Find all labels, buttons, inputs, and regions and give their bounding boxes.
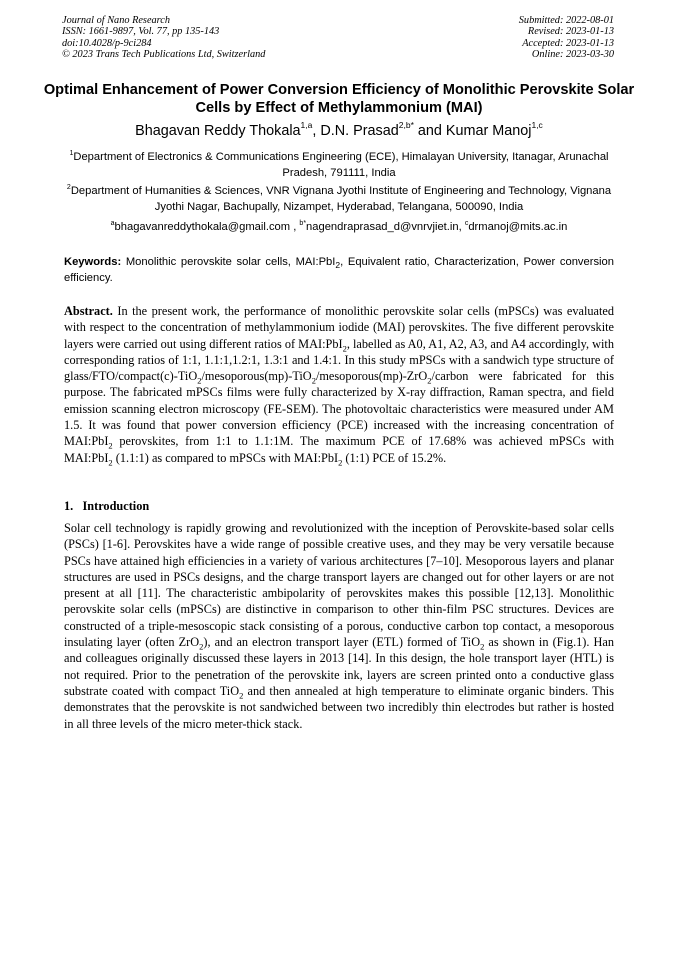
body-text: and then annealed at high temperature to eliminate organic binders. This demonstrates that the perovskite is not sandwiched between two incredibly thin electrodes but rather is hosted in all three levels of the micro meter-thick stack. (64, 683, 614, 731)
section-title: Introduction (82, 499, 150, 513)
subscript: 2 (338, 457, 343, 468)
email-mark: b* (299, 220, 307, 227)
subscript: 2 (199, 641, 204, 652)
email-separator: , (458, 221, 465, 233)
author-affiliation-mark: 1,c (531, 120, 543, 130)
affiliation-1 (58, 150, 620, 181)
section-number: 1. (64, 499, 74, 513)
abstract-text: /mesoporous(mp)-TiO (201, 369, 312, 384)
date-revised: Revised: 2023-01-13 (527, 26, 614, 38)
keywords-text: , Equivalent ratio, Characterization, Power conversion efficiency. (64, 256, 614, 284)
abstract-text: , labelled as A0, A1, A2, A3, and A4 accordingly, with corresponding ratios of 1:1, 1.1:1,1.2:1, 1.3:1 and 1.4:1. In this study mPSCs with a sandwich type structure of glass/FTO/compact(c)-TiO (64, 336, 614, 384)
author-separator: and (413, 123, 446, 139)
affiliation-mark: 1 (69, 150, 74, 157)
subscript: 2 (108, 440, 113, 451)
author-separator: , (312, 123, 321, 139)
affiliation-text: Department of Electronics & Communications Engineering (ECE), Himalayan University, Itanagar, Arunachal Pradesh, 791111, India (73, 151, 609, 179)
subscript: 2 (342, 343, 347, 354)
journal-issn: ISSN: 1661-9897, Vol. 77, pp 135-143 (62, 26, 220, 38)
date-submitted: Submitted: 2022-08-01 (518, 15, 614, 26)
email-address[interactable]: bhagavanreddythokala@gmail.com (114, 221, 291, 233)
abstract-label: Abstract. (64, 304, 113, 318)
affiliation-text: Department of Humanities & Sciences, VNR Vignana Jyothi Institute of Engineering and Technology, Vignana Jyothi Nagar, Bachupally, Nizampet, Hyderabad, Telangana, 500090, India (70, 185, 612, 213)
body-text: Solar cell technology is rapidly growing and revolutionized with the inception of Perovskite-based solar cells (PSCs) [1-6]. Perovskites have a wide range of possible creative uses, and they may be very versatile because PSCs have attained high efficiencies in a variety of various architectures [7–10]. Mesoporous layers and planar structures are used in PSCs designs, and the charge transport layers are changed out for other layers or are not present at all [11]. The characteristic ambipolarity of perovskites makes this possible [12,13]. Monolithic perovskite solar cells (mPSCs) are distinctive in comparison to other thin-film PSC structures. Devices are constructed of a triple-mesoscopic stack consisting of a porous, conductive carbon top contact, a mesoporous insulating layer (often ZrO (64, 521, 614, 650)
paper-title: Optimal Enhancement of Power Conversion Efficiency of Monolithic Perovskite Solar Cells by Effect of Methylammonium (MAI) (43, 82, 635, 116)
author-list (30, 122, 648, 140)
author-name: Kumar Manoj (445, 123, 532, 139)
subscript: 2 (480, 641, 485, 652)
abstract-text: /carbon were fabricated for this purpose. The fabricated mPSCs films were fully characterized by X-ray diffraction, Raman spectra, and field emission scanning electron microscopy (FE-SEM). The photovoltaic characteristics were measured under AM 1.5. It was found that power conversion efficiency (PCE) increased with the increasing concentration of MAI:PbI (64, 369, 614, 449)
email-address[interactable]: nagendraprasad_d@vnrvjiet.in (306, 221, 459, 233)
author-affiliation-mark: 2,b* (398, 120, 414, 130)
abstract (64, 303, 614, 466)
subscript: 2 (427, 375, 432, 386)
subscript: 2 (239, 690, 244, 701)
introduction-body (64, 520, 614, 732)
journal-copyright: © 2023 Trans Tech Publications Ltd, Switzerland (62, 49, 266, 61)
date-accepted: Accepted: 2023-01-13 (522, 37, 614, 49)
section-heading (64, 499, 149, 514)
author-emails (40, 220, 638, 234)
body-text: as shown in (Fig.1). Han and colleagues originally discussed these layers in 2013 [14]. In this design, the hole transport layer (HTL) is not required. Prior to the penetration of the perovskite ink, layers are screen printed onto a conductive glass substrate coated with compact TiO (64, 635, 615, 698)
publication-dates (519, 15, 614, 61)
email-address[interactable]: drmanoj@mits.ac.in (468, 221, 568, 233)
abstract-text: (1:1) PCE of 15.2%. (342, 450, 447, 465)
journal-name: Journal of Nano Research (62, 15, 171, 26)
affiliation-2 (58, 184, 620, 215)
email-mark: c (464, 220, 469, 227)
email-mark: a (110, 220, 115, 227)
subscript: 2 (197, 375, 202, 386)
abstract-text: /mesoporous(mp)-ZrO (315, 369, 428, 384)
author-name: Bhagavan Reddy Thokala (135, 123, 301, 139)
author-affiliation-mark: 1,a (300, 120, 313, 130)
subscript: 2 (311, 375, 316, 386)
abstract-text: perovskites, from 1:1 to 1.1:1M. The maximum PCE of 17.68% was achieved mPSCs with MAI:PbI (64, 434, 614, 465)
email-separator: , (290, 221, 300, 233)
affiliation-mark: 2 (66, 184, 71, 191)
subscript: 2 (335, 260, 341, 271)
keywords-text: Monolithic perovskite solar cells, MAI:PbI (121, 256, 336, 268)
journal-header (62, 15, 265, 61)
date-online: Online: 2023-03-30 (531, 49, 614, 61)
abstract-text: In the present work, the performance of monolithic perovskite solar cells (mPSCs) was evaluated with respect to the concentration of methylammonium iodide (MAI) perovskites. The five different perovskite layers were carried out using different ratios of MAI:PbI (64, 304, 614, 351)
keywords (64, 255, 614, 286)
body-text: ), and an electron transport layer (ETL) formed of TiO (203, 635, 481, 650)
subscript: 2 (108, 457, 113, 468)
keywords-label: Keywords: (64, 256, 122, 268)
abstract-text: (1.1:1) as compared to mPSCs with MAI:PbI (112, 450, 339, 465)
author-name: D.N. Prasad (320, 123, 399, 139)
journal-doi: doi:10.4028/p-9ci284 (62, 37, 152, 49)
